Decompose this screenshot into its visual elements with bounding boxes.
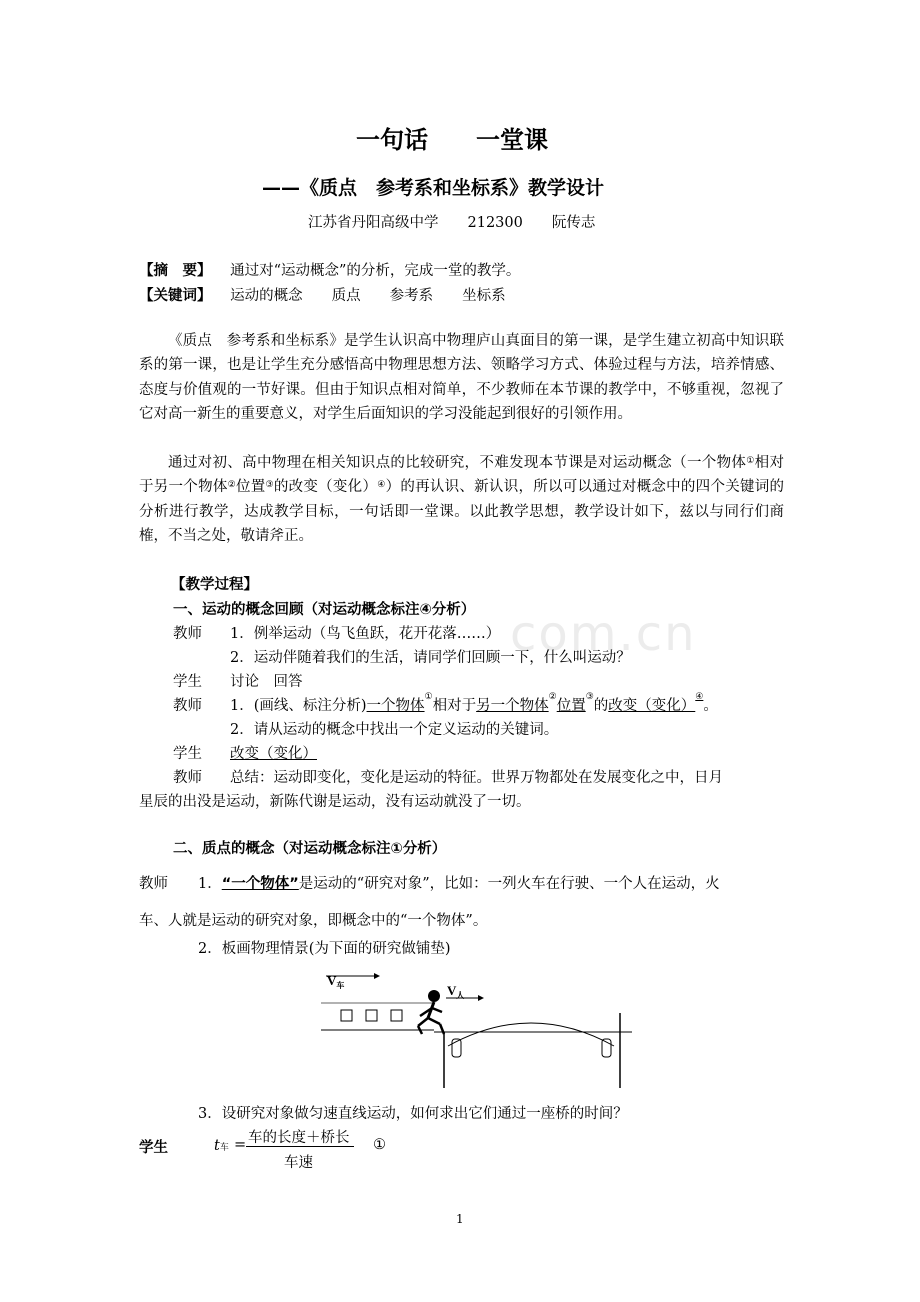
role-student: 学生 [173,746,202,762]
page-title: 一句话 一堂课 [356,126,548,154]
keyword-one-object: “一个物体” [221,876,299,892]
role-teacher: 教师 [139,876,168,892]
intro2-text: ）的再认识、新认识，所以可以通过对概念中的四个关键词的分析进行教学，达成教学目标，一句话即一堂课。以此教学思想，教学设计如下，兹以与同行们商榷，不当之处，敬请斧正。 [139,479,785,544]
s1-summary-line1: 总结：运动即变化，变化是运动的特征。世界万物都处在发展变化之中，日月 [230,770,723,786]
fraction-bar [246,1146,354,1147]
role-student: 学生 [139,1140,168,1156]
note-marker: ② [227,480,236,491]
s1-teacher-item2: 2．运动伴随着我们的生活，请同学们回顾一下，什么叫运动？ [230,650,631,666]
intro2-text: 相对于另一个物体 [139,455,784,496]
s1-teacher-analysis [230,694,718,715]
formula-numerator: 车的长度＋桥长 [248,1130,350,1146]
formula-denominator: 车速 [284,1155,313,1171]
intro-paragraph-1: 《质点 参考系和坐标系》是学生认识高中物理庐山真面目的第一课，是学生建立初高中知识联系的第一课，也是让学生充分感悟高中物理思想方法、领略学习方式、体验过程与方法，培养情感、态度与价值观的一节好课。但由于知识点相对简单，不少教师在本节课的教学中，不够重视，忽视了它对高一新生的重要意义，对学生后面知识的学习没能起到很好的引领作用。 [139,333,784,422]
author-line: 江苏省丹阳高级中学 212300 阮传志 [308,215,596,231]
abstract-text: 通过对“运动概念”的分析，完成一堂的教学。 [230,263,521,279]
formula-tag: ① [373,1137,386,1153]
keyword-one-object: 一个物体 [366,698,425,714]
keyword-another-object: 另一个物体 [476,698,549,714]
s1-student-answer1: 讨论 回答 [230,674,303,690]
role-teacher: 教师 [173,770,202,786]
person-velocity-label: $V_人$ [447,983,465,1000]
note-marker: ④ [377,480,386,491]
note-marker: ① [424,692,433,702]
note-marker: ② [548,692,557,702]
intro2-text: 位置 [235,479,266,496]
abstract-label: 【摘 要】 [139,263,212,279]
role-student: 学生 [173,674,202,690]
keywords-text: 运动的概念 质点 参考系 坐标系 [230,288,506,304]
section2-heading: 二、质点的概念（对运动概念标注①分析） [173,841,447,857]
role-teacher: 教师 [173,698,202,714]
person-head [428,990,440,1002]
item1-text: 是运动的“研究对象”，比如：一列火车在行驶、一个人在运动，火 [298,876,720,892]
formula-lhs: t车 [214,1138,229,1154]
note-marker: ① [746,456,755,466]
s1-teacher-item2b: 2．请从运动的概念中找出一个定义运动的关键词。 [230,722,559,738]
item-number: 1． [198,876,222,892]
intro2-text: 通过对初、高中物理在相关知识点的比较研究，不难发现本节课是对运动概念（一个物体 [168,455,747,471]
abstract-line [139,259,520,280]
formula-equals: = [234,1137,247,1153]
train-bridge-diagram [316,968,636,1092]
keywords-line [139,284,506,305]
train-window [391,1010,402,1021]
s1-summary-line2: 星辰的出没是运动，新陈代谢是运动，没有运动就没了一切。 [139,794,531,810]
note-marker: ④ [695,692,704,702]
note-marker: ③ [265,480,274,491]
analysis-text: 的 [593,698,609,714]
s2-item1 [198,872,720,893]
train-velocity-label: $V_车$ [327,973,345,990]
section1-heading: 一、运动的概念回顾（对运动概念标注④分析） [173,602,476,618]
s1-student-answer2: 改变（变化） [230,746,317,762]
role-teacher: 教师 [173,626,202,642]
s2-item1-line2: 车、人就是运动的研究对象，即概念中的“一个物体”。 [139,913,488,929]
analysis-prefix: 1．(画线、标注分析) [230,698,367,714]
s2-item2: 2．板画物理情景(为下面的研究做铺垫) [198,941,451,957]
page-number: 1 [456,1212,464,1226]
intro2-text: 的改变（变化） [273,479,378,496]
train-window [366,1010,377,1021]
keyword-change: 改变（变化） [608,698,696,714]
train-window [341,1010,352,1021]
keywords-label: 【关键词】 [139,288,212,304]
s1-teacher-item1: 1．例举运动（鸟飞鱼跃，花开花落……） [230,626,501,642]
analysis-text: 。 [703,698,718,714]
page-subtitle: ——《质点 参考系和坐标系》教学设计 [262,177,605,199]
analysis-text: 相对于 [432,698,477,714]
intro-paragraph-2 [139,451,784,548]
watermark: com.cn [510,606,697,662]
keyword-position: 位置 [556,698,586,714]
note-marker: ③ [585,692,594,702]
bridge-arch [448,1023,614,1046]
process-heading: 【教学过程】 [171,577,258,593]
s2-item3: 3．设研究对象做匀速直线运动，如何求出它们通过一座桥的时间？ [198,1106,628,1122]
